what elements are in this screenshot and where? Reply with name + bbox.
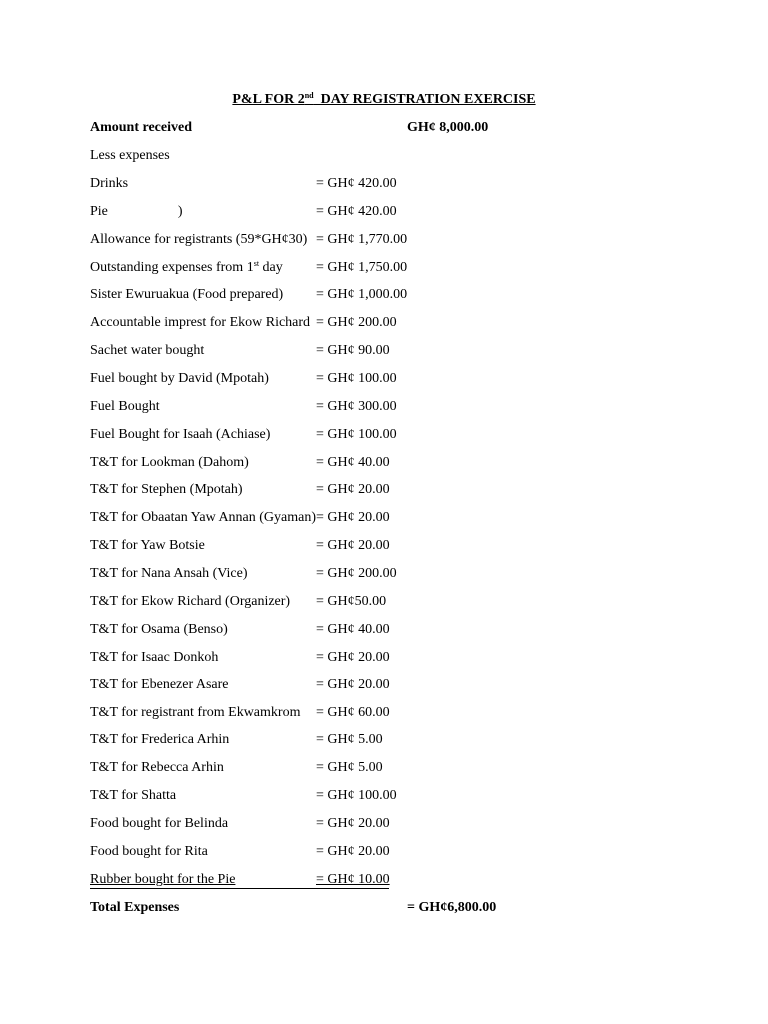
expense-amount: = GH¢ 200.00 — [316, 315, 397, 330]
expense-label: T&T for Rebecca Arhin — [90, 760, 224, 775]
expense-amount: = GH¢ 5.00 — [316, 760, 383, 775]
expense-amount: = GH¢ 60.00 — [316, 705, 390, 720]
expense-amount: = GH¢ 20.00 — [316, 538, 390, 553]
expense-amount: = GH¢ 100.00 — [316, 788, 397, 803]
expense-label: T&T for Lookman (Dahom) — [90, 455, 249, 470]
expense-label-superscript: st — [253, 259, 260, 268]
title-superscript: nd — [304, 91, 314, 100]
less-expenses-label: Less expenses — [90, 148, 170, 163]
amount-received-value: GH¢ 8,000.00 — [407, 120, 489, 135]
expense-amount: = GH¢ 90.00 — [316, 343, 390, 358]
expense-amount: = GH¢ 20.00 — [316, 510, 390, 525]
total-expenses-label: Total Expenses — [90, 900, 180, 915]
expense-label: T&T for registrant from Ekwamkrom — [90, 705, 301, 720]
title-suffix: DAY REGISTRATION EXERCISE — [313, 92, 536, 107]
expense-label: Fuel bought by David (Mpotah) — [90, 371, 269, 386]
amount-received-label: Amount received — [90, 120, 192, 135]
expense-label: Sister Ewuruakua (Food prepared) — [90, 287, 284, 302]
expense-amount: = GH¢ 300.00 — [316, 399, 397, 414]
expense-label: T&T for Frederica Arhin — [90, 732, 230, 747]
expense-amount: = GH¢ 1,000.00 — [316, 287, 408, 302]
expense-label: Food bought for Rita — [90, 844, 208, 859]
expense-label: T&T for Yaw Botsie — [90, 538, 205, 553]
expense-amount: = GH¢ 10.00 — [316, 872, 390, 887]
expense-label: Fuel Bought — [90, 399, 160, 414]
expense-amount: = GH¢ 40.00 — [316, 622, 390, 637]
expense-amount: = GH¢ 20.00 — [316, 482, 390, 497]
total-expenses-value: = GH¢6,800.00 — [407, 900, 497, 915]
expense-amount: = GH¢ 1,770.00 — [316, 232, 408, 247]
expense-amount: = GH¢ 420.00 — [316, 204, 397, 219]
expense-label: Fuel Bought for Isaah (Achiase) — [90, 427, 271, 442]
expense-label — [90, 260, 283, 276]
expense-label: Drinks — [90, 176, 129, 191]
expense-label: T&T for Stephen (Mpotah) — [90, 482, 243, 497]
expense-amount: = GH¢ 420.00 — [316, 176, 397, 191]
expense-amount: = GH¢ 200.00 — [316, 566, 397, 581]
expense-label-suffix: day — [259, 260, 283, 275]
expense-amount: = GH¢ 1,750.00 — [316, 260, 408, 275]
expense-amount: = GH¢ 100.00 — [316, 371, 397, 386]
expense-amount: = GH¢50.00 — [316, 594, 387, 609]
expense-label: Pie ) — [90, 204, 183, 219]
expense-amount: = GH¢ 20.00 — [316, 677, 390, 692]
expense-amount: = GH¢ 100.00 — [316, 427, 397, 442]
expense-amount: = GH¢ 20.00 — [316, 844, 390, 859]
expense-amount: = GH¢ 40.00 — [316, 455, 390, 470]
expense-label: T&T for Nana Ansah (Vice) — [90, 566, 248, 581]
expense-amount: = GH¢ 5.00 — [316, 732, 383, 747]
expense-label-prefix: Outstanding expenses from 1 — [90, 260, 254, 275]
expense-label: Accountable imprest for Ekow Richard — [90, 315, 311, 330]
expense-label: T&T for Isaac Donkoh — [90, 650, 219, 665]
expense-amount: = GH¢ 20.00 — [316, 816, 390, 831]
expense-label: T&T for Ekow Richard (Organizer) — [90, 594, 291, 609]
expense-label: Rubber bought for the Pie — [90, 872, 236, 887]
expense-label: T&T for Obaatan Yaw Annan (Gyaman) — [90, 510, 317, 525]
expense-label: Allowance for registrants (59*GH¢30) — [90, 232, 308, 247]
document-title — [0, 92, 768, 108]
expense-label: Food bought for Belinda — [90, 816, 229, 831]
expense-label: Sachet water bought — [90, 343, 205, 358]
underline-rule — [90, 888, 389, 889]
expense-label: T&T for Osama (Benso) — [90, 622, 228, 637]
expense-amount: = GH¢ 20.00 — [316, 650, 390, 665]
title-prefix: P&L FOR 2 — [232, 92, 305, 107]
expense-label: T&T for Ebenezer Asare — [90, 677, 229, 692]
expense-label: T&T for Shatta — [90, 788, 177, 803]
